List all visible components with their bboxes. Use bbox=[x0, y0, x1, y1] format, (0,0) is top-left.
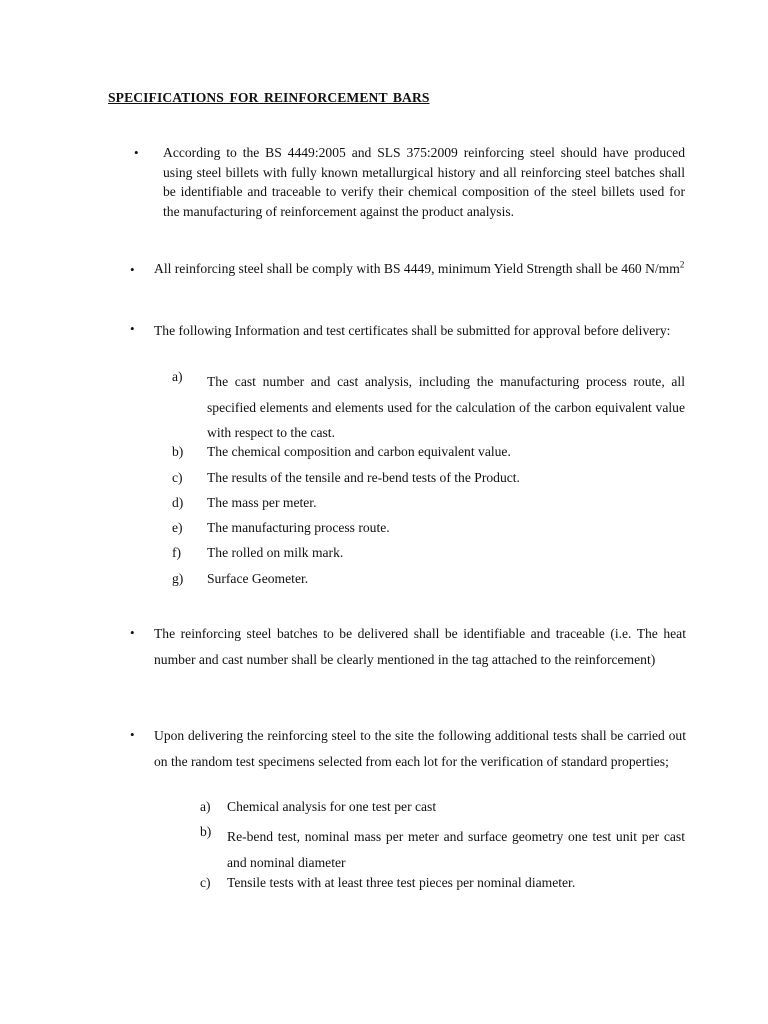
paragraph-billet-history: According to the BS 4449:2005 and SLS 375:2009 reinforcing steel should have produced using steel billets with fully known metallurgical history and all reinforcing steel batches shall be identifiable and traceable to verify their chemical composition of the steel billets used for the manufacturing of reinforcement against the product analysis. bbox=[163, 145, 685, 219]
list-item-text: The chemical composition and carbon equivalent value. bbox=[207, 444, 511, 459]
list-item-label: c) bbox=[200, 875, 211, 890]
list-item-label: g) bbox=[172, 571, 184, 586]
list-item-label: d) bbox=[172, 495, 184, 510]
list-item-label: f) bbox=[172, 545, 182, 560]
list-item-text: The mass per meter. bbox=[207, 495, 317, 510]
list-item-text: Chemical analysis for one test per cast bbox=[227, 799, 437, 814]
bullet-icon: • bbox=[130, 727, 135, 742]
list-item-text: Tensile tests with at least three test pieces per nominal diameter. bbox=[227, 875, 576, 890]
paragraph-yield-strength bbox=[154, 259, 686, 279]
paragraph-certificates-intro: The following Information and test certificates shall be submitted for approval before delivery: bbox=[154, 323, 671, 338]
bullet-icon: • bbox=[134, 145, 139, 160]
superscript: 2 bbox=[679, 259, 685, 270]
list-item-text: Re-bend test, nominal mass per meter and surface geometry one test unit per cast and nominal diameter bbox=[227, 829, 685, 870]
paragraph-additional-tests: Upon delivering the reinforcing steel to the site the following additional tests shall be carried out on the random test specimens selected from each lot for the verification of standard properties; bbox=[154, 728, 686, 769]
list-item-label: a) bbox=[200, 799, 211, 814]
bullet-icon: • bbox=[130, 262, 135, 277]
yield-strength-text: All reinforcing steel shall be comply with BS 4449, minimum Yield Strength shall be 460 N/mm bbox=[154, 261, 680, 276]
page-title: SPECIFICATIONS FOR REINFORCEMENT BARS bbox=[108, 90, 430, 105]
list-item-label: a) bbox=[172, 369, 183, 384]
list-item-text: The results of the tensile and re-bend tests of the Product. bbox=[207, 470, 520, 485]
list-item-text: The manufacturing process route. bbox=[207, 520, 390, 535]
bullet-icon: • bbox=[130, 625, 135, 640]
list-item-text: Surface Geometer. bbox=[207, 571, 309, 586]
bullet-icon: • bbox=[130, 321, 135, 336]
list-item-label: c) bbox=[172, 470, 183, 485]
list-item-text: The rolled on milk mark. bbox=[207, 545, 344, 560]
list-item-label: b) bbox=[200, 824, 212, 839]
list-item-text: The cast number and cast analysis, including the manufacturing process route, all specified elements and elements used for the calculation of the carbon equivalent value with respect to the cast. bbox=[207, 374, 685, 440]
list-item-label: e) bbox=[172, 520, 183, 535]
list-item-label: b) bbox=[172, 444, 184, 459]
paragraph-traceability: The reinforcing steel batches to be delivered shall be identifiable and traceable (i.e. The heat number and cast number shall be clearly mentioned in the tag attached to the reinforcement) bbox=[154, 626, 686, 667]
